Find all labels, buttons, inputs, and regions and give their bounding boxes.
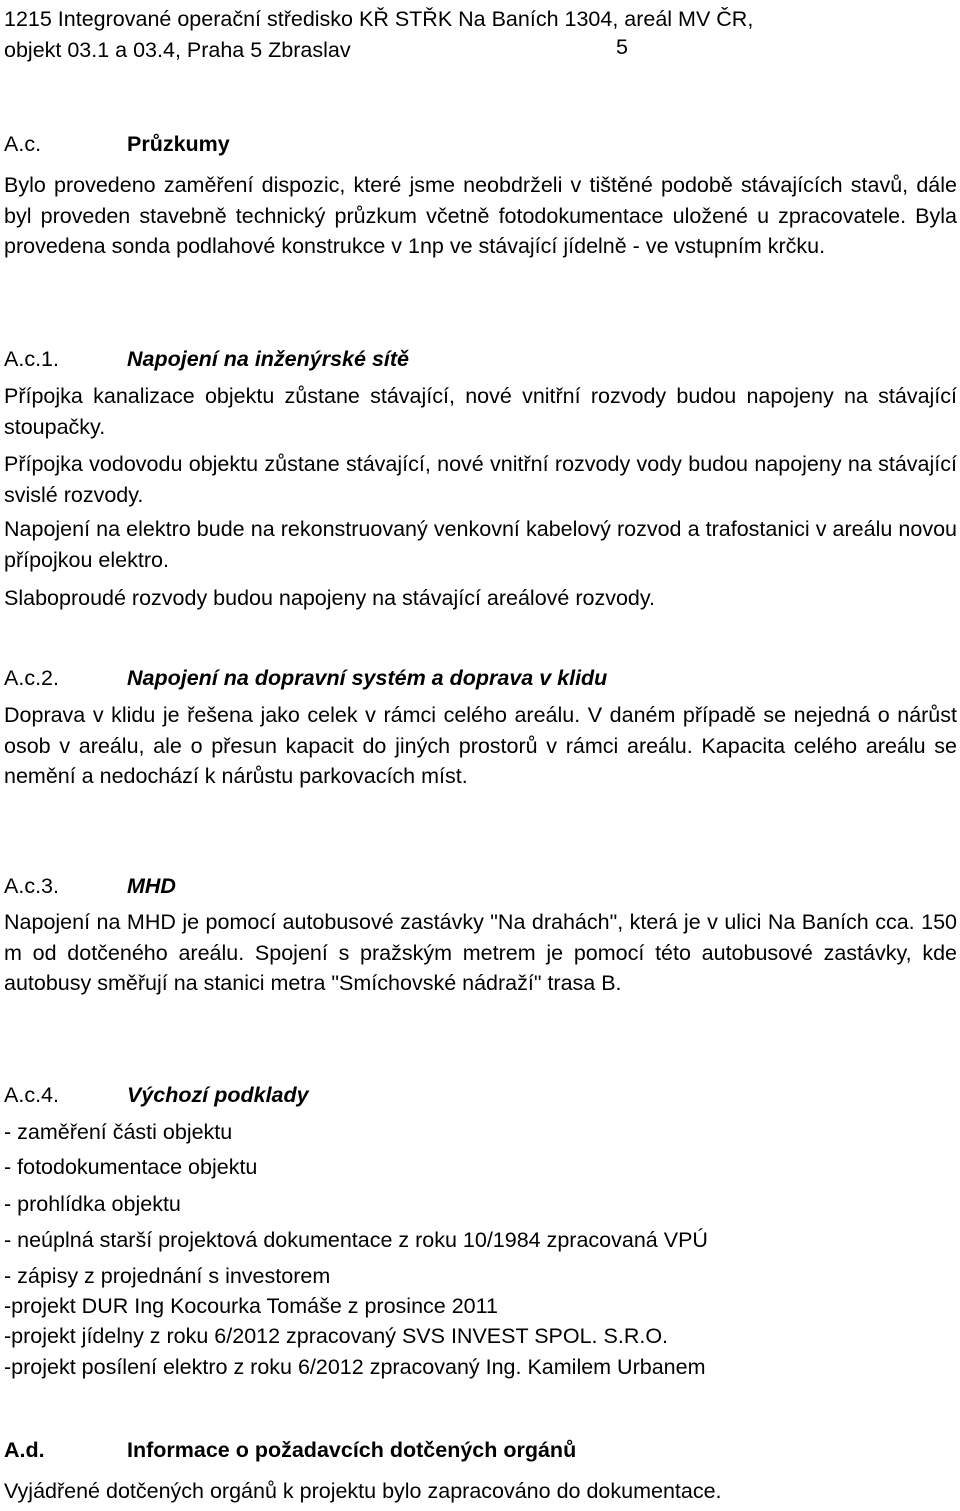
paragraph-ac1-water: Přípojka vodovodu objektu zůstane stávající, nové vnitřní rozvody vody budou napojeny na stávající svislé rozvody.: [4, 452, 957, 507]
section-number: A.d.: [4, 1438, 45, 1462]
section-paragraph-ac: Bylo provedeno zaměření dispozic, které jsme neobdrželi v tištěné podobě stávajících stavů, dále byl proveden stavebně technický průzkum včetně fotodokumentace uložené u zpracovatele. Byla provedena sonda podlahové konstrukce v 1np ve stávající jídelně - ve vstupním krčku.: [4, 173, 957, 258]
section-heading-ac1: [4, 344, 409, 374]
list-item: - prohlídka objektu: [4, 1192, 181, 1216]
section-title: Výchozí podklady: [127, 1083, 309, 1107]
section-heading-ac3: [4, 871, 176, 901]
section-heading-ac: [4, 129, 230, 159]
page-header: [4, 4, 958, 66]
list-item: - fotodokumentace objektu: [4, 1155, 258, 1179]
section-number: A.c.1.: [4, 347, 59, 371]
section-number: A.c.2.: [4, 666, 59, 690]
section-paragraph-ad: Vyjádřené dotčených orgánů k projektu bylo zapracováno do dokumentace.: [4, 1479, 722, 1503]
section-number: A.c.: [4, 132, 42, 156]
section-heading-ac4: [4, 1080, 309, 1110]
source-documents-list: [4, 1117, 957, 1383]
header-line-1: 1215 Integrované operační středisko KŘ STŘK Na Baních 1304, areál MV ČR,: [4, 7, 754, 31]
list-item: -projekt DUR Ing Kocourka Tomáše z prosince 2011: [4, 1294, 498, 1318]
paragraph-ac1-lowvoltage: Slaboproudé rozvody budou napojeny na stávající areálové rozvody.: [4, 586, 655, 610]
list-item: -projekt posílení elektro z roku 6/2012 zpracovaný Ing. Kamilem Urbanem: [4, 1355, 706, 1379]
section-paragraph-ac2: Doprava v klidu je řešena jako celek v rámci celého areálu. V daném případě se nejedná o nárůst osob v areálu, ale o přesun kapacit do jiných prostorů v rámci areálu. Kapacita celého areálu se nemění a nedochází k nárůstu parkovacích míst.: [4, 703, 957, 788]
section-title: MHD: [127, 874, 176, 898]
section-title: Průzkumy: [127, 132, 230, 156]
section-title: Napojení na inženýrské sítě: [127, 347, 409, 371]
section-paragraph-ac3: Napojení na MHD je pomocí autobusové zastávky "Na drahách", která je v ulici Na Baních cca. 150 m od dotčeného areálu. Spojení s pražským metrem je pomocí této autobusové zastávky, kde autobusy směřují na stanici metra "Smíchovské nádraží" trasa B.: [4, 910, 957, 995]
section-title: Informace o požadavcích dotčených orgánů: [127, 1438, 577, 1462]
list-item: - neúplná starší projektová dokumentace z roku 10/1984 zpracovaná VPÚ: [4, 1228, 708, 1252]
section-title: Napojení na dopravní systém a doprava v klidu: [127, 666, 608, 690]
page-number: 5: [616, 35, 628, 59]
section-heading-ac2: [4, 663, 607, 693]
section-number: A.c.4.: [4, 1083, 59, 1107]
list-item: - zápisy z projednání s investorem: [4, 1264, 331, 1288]
header-line-2: objekt 03.1 a 03.4, Praha 5 Zbraslav: [4, 38, 351, 62]
paragraph-ac1-sewer: Přípojka kanalizace objektu zůstane stávající, nové vnitřní rozvody budou napojeny na stávající stoupačky.: [4, 384, 957, 439]
section-heading-ad: [4, 1435, 576, 1465]
paragraph-ac1-electric: Napojení na elektro bude na rekonstruovaný venkovní kabelový rozvod a trafostanici v areálu novou přípojkou elektro.: [4, 517, 957, 572]
list-item: - zaměření části objektu: [4, 1120, 233, 1144]
list-item: -projekt jídelny z roku 6/2012 zpracovaný SVS INVEST SPOL. S.R.O.: [4, 1324, 669, 1348]
section-number: A.c.3.: [4, 874, 59, 898]
